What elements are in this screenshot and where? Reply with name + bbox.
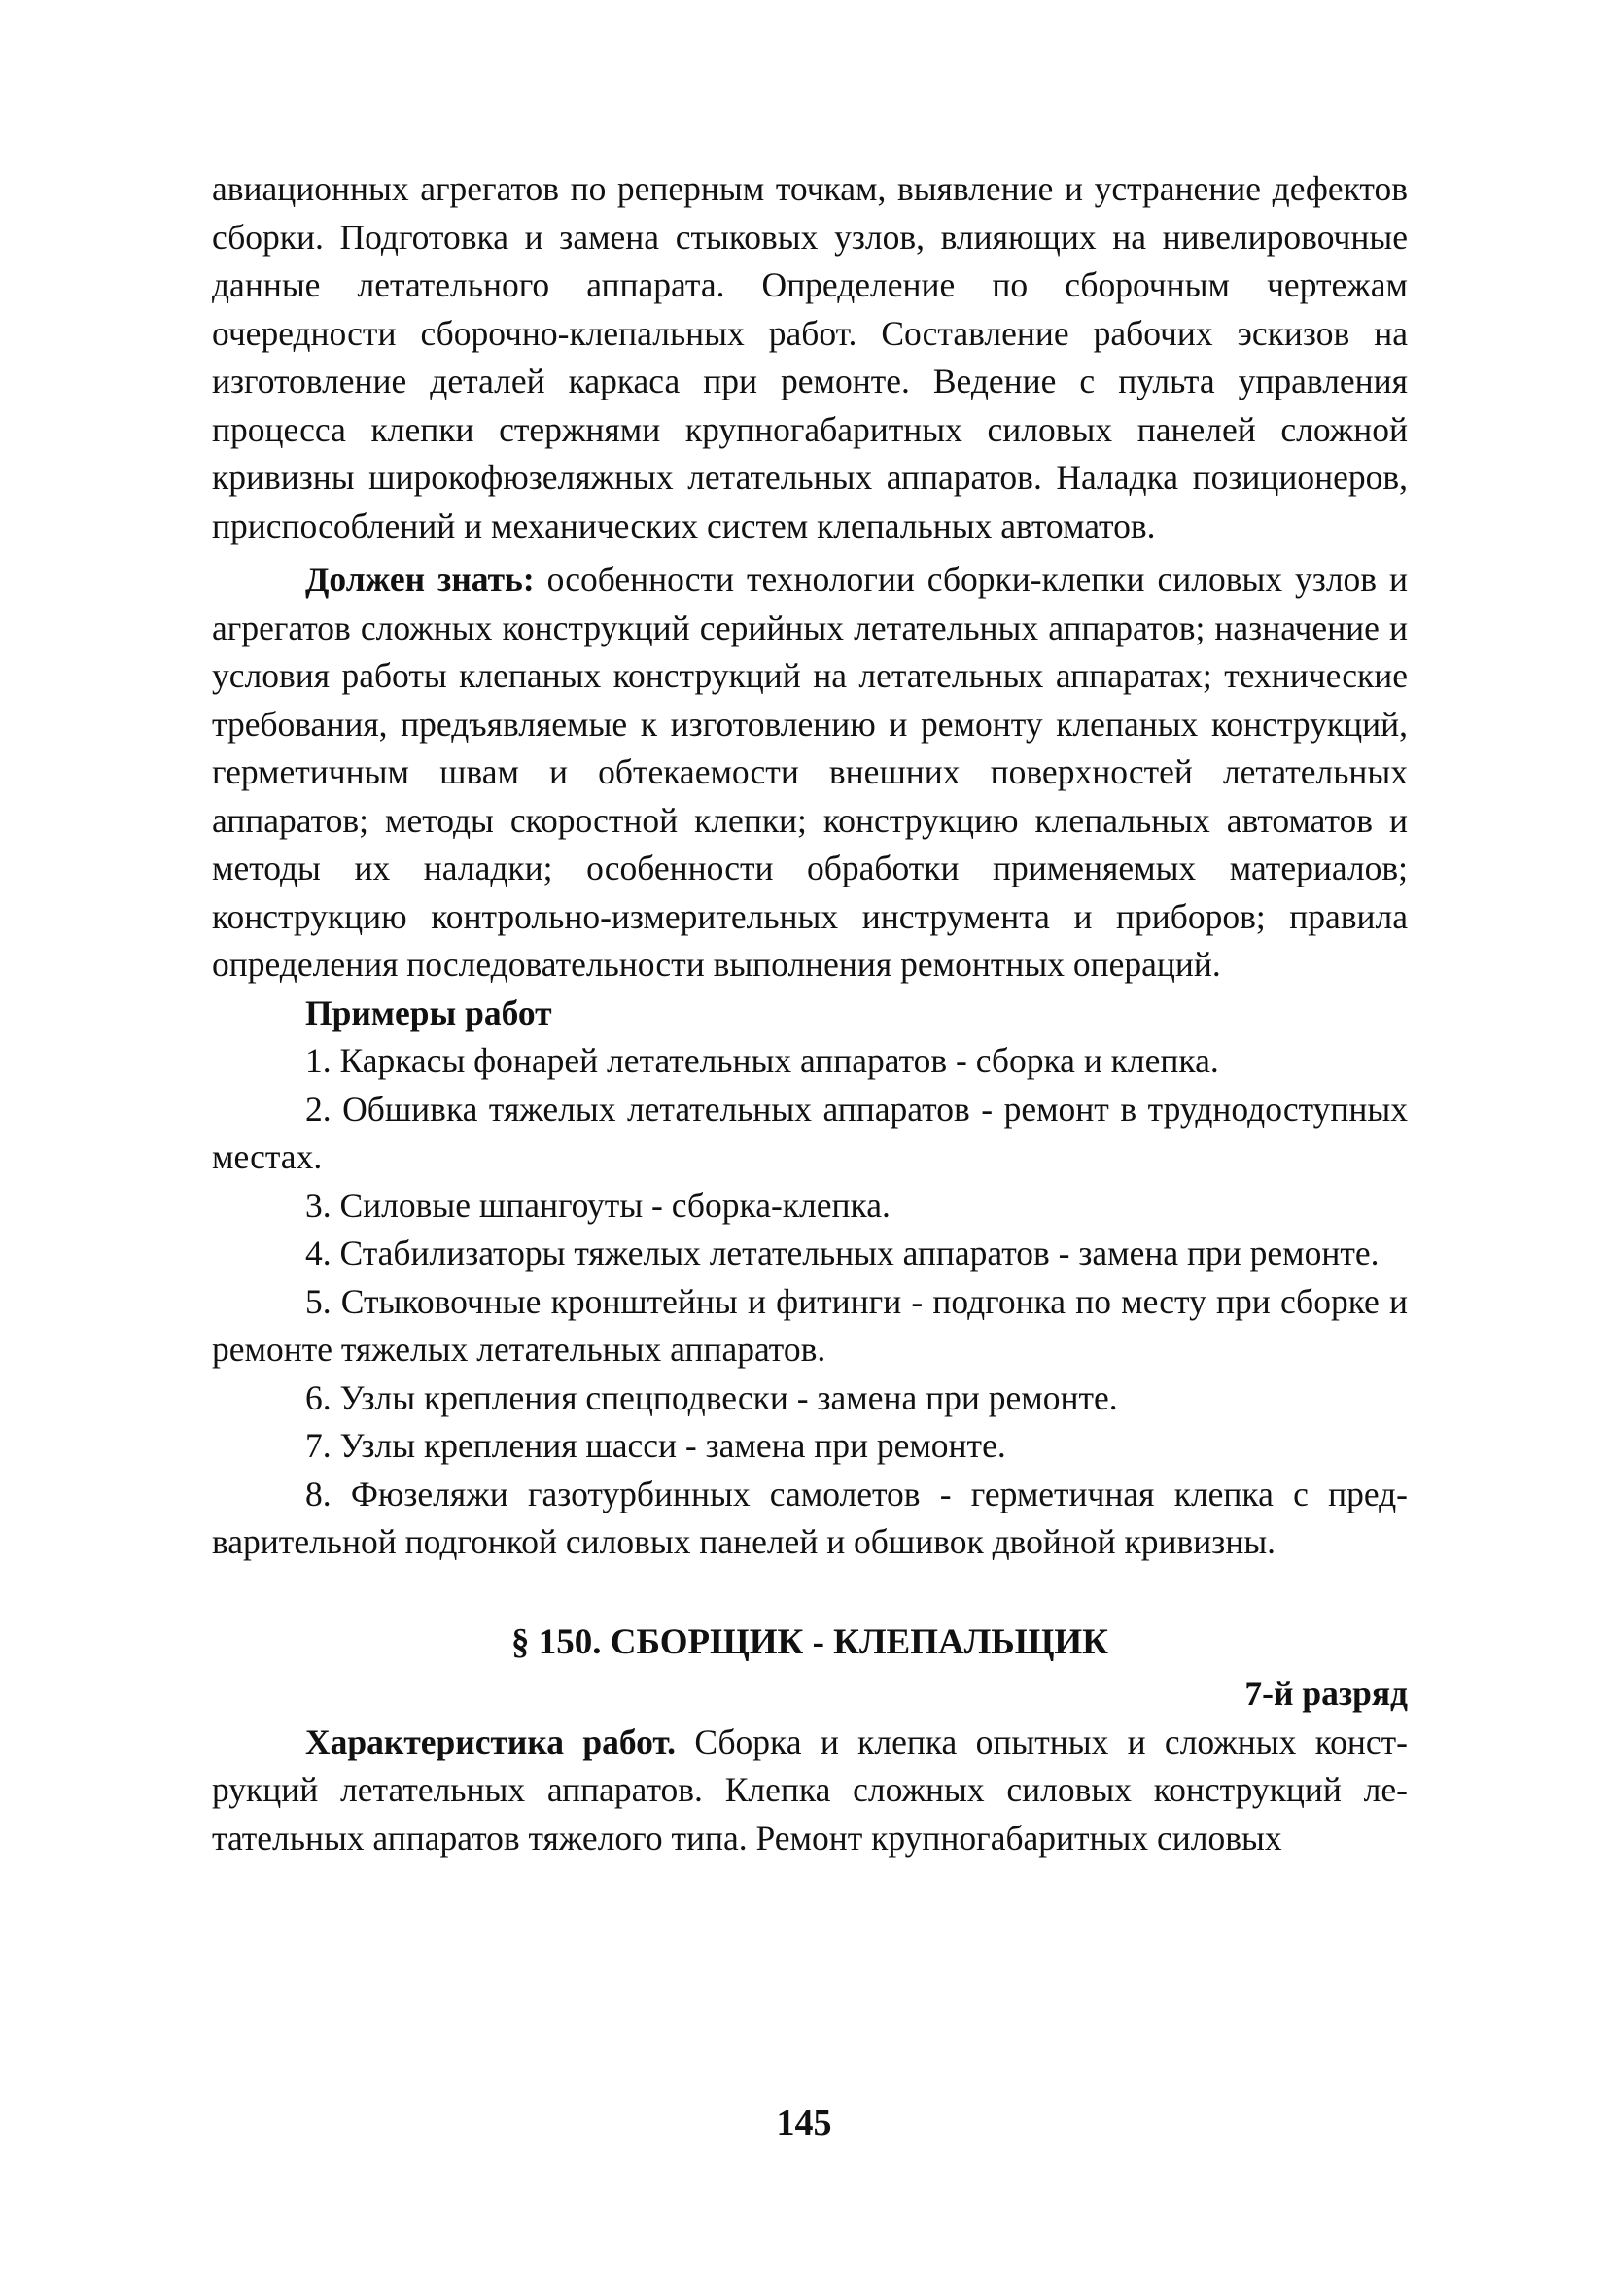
example-item: 5. Стыковочные кронштейны и фитинги - подгонка по месту при сборке и ремонте тяжелых летательных аппаратов.: [212, 1281, 1408, 1369]
grade-label: 7-й разряд: [1244, 1673, 1408, 1713]
example-item: 7. Узлы крепления шасси - замена при ремонте.: [305, 1426, 1006, 1465]
must-know-label: Должен знать:: [305, 560, 535, 599]
example-item: 3. Силовые шпангоуты - сборка-клепка.: [305, 1185, 891, 1225]
characteristic-label: Характеристика работ.: [305, 1722, 677, 1761]
characteristic-paragraph: [212, 1719, 1408, 1863]
page-number: 145: [776, 2103, 832, 2143]
example-item: 4. Стабилизаторы тяжелых летательных аппаратов - замена при ремонте.: [305, 1234, 1380, 1272]
example-item: 8. Фюзеляжи газотурбинных самолетов - герметичная клепка с предварительной подгонкой силовых панелей и обшивок двойной кривизны.: [212, 1474, 1408, 1561]
continuation-paragraph: авиационных агрегатов по реперным точкам, выявление и устранение дефектов сборки. Подготовка и замена стыковых узлов, влияющих на нивелировочные данные летательного аппарата. Определение по сборочным чертежам очередности сборочно-клепальных работ. Составление рабочих эскизов на изготовление деталей каркаса при ремонте. Ведение с пульта управления процесса клепки стержнями крупногабаритных силовых панелей сложной кривизны широкофюзеляжных летательных аппаратов. Наладка позиционеров, приспособлений и механических систем клепальных автоматов.: [212, 169, 1408, 545]
example-item: 6. Узлы крепления спецподвески - замена при ремонте.: [305, 1377, 1118, 1417]
example-item: 2. Обшивка тяжелых летательных аппаратов - ремонт в труднодоступных местах.: [212, 1089, 1408, 1176]
must-know-paragraph: [212, 556, 1408, 990]
must-know-text: особенности технологии сборки-клепки силовых узлов и агрегатов сложных конструкций серийных летательных аппаратов; назначение и условия работы клепаных конструкций на летательных аппаратах; технические требования, предъявляемые к изготовлению и ремонту клепаных конструкций, герметичным швам и обтекаемости внешних поверхностей летательных аппаратов; методы скоростной клепки; конструкцию клепальных автоматов и методы их наладки; особенности обработки применяемых материалов; конструкцию контрольно-измерительных инструмента и приборов; правила определения последовательности выполнения ремонтных операций.: [212, 560, 1408, 984]
examples-list: [212, 1037, 1408, 1567]
section-heading: § 150. СБОРЩИК - КЛЕПАЛЬЩИК: [511, 1621, 1108, 1662]
example-item: 1. Каркасы фонарей летательных аппаратов - сборка и клепка.: [305, 1041, 1219, 1080]
examples-title: Примеры работ: [305, 992, 552, 1032]
page-body: [212, 165, 1408, 1862]
characteristic-text: Сборка и клепка опытных и сложных конструкций летательных аппаратов. Клепка сложных силовых конструкций летательных аппаратов тяжелого типа. Ремонт крупногабаритных силовых: [212, 1722, 1408, 1858]
